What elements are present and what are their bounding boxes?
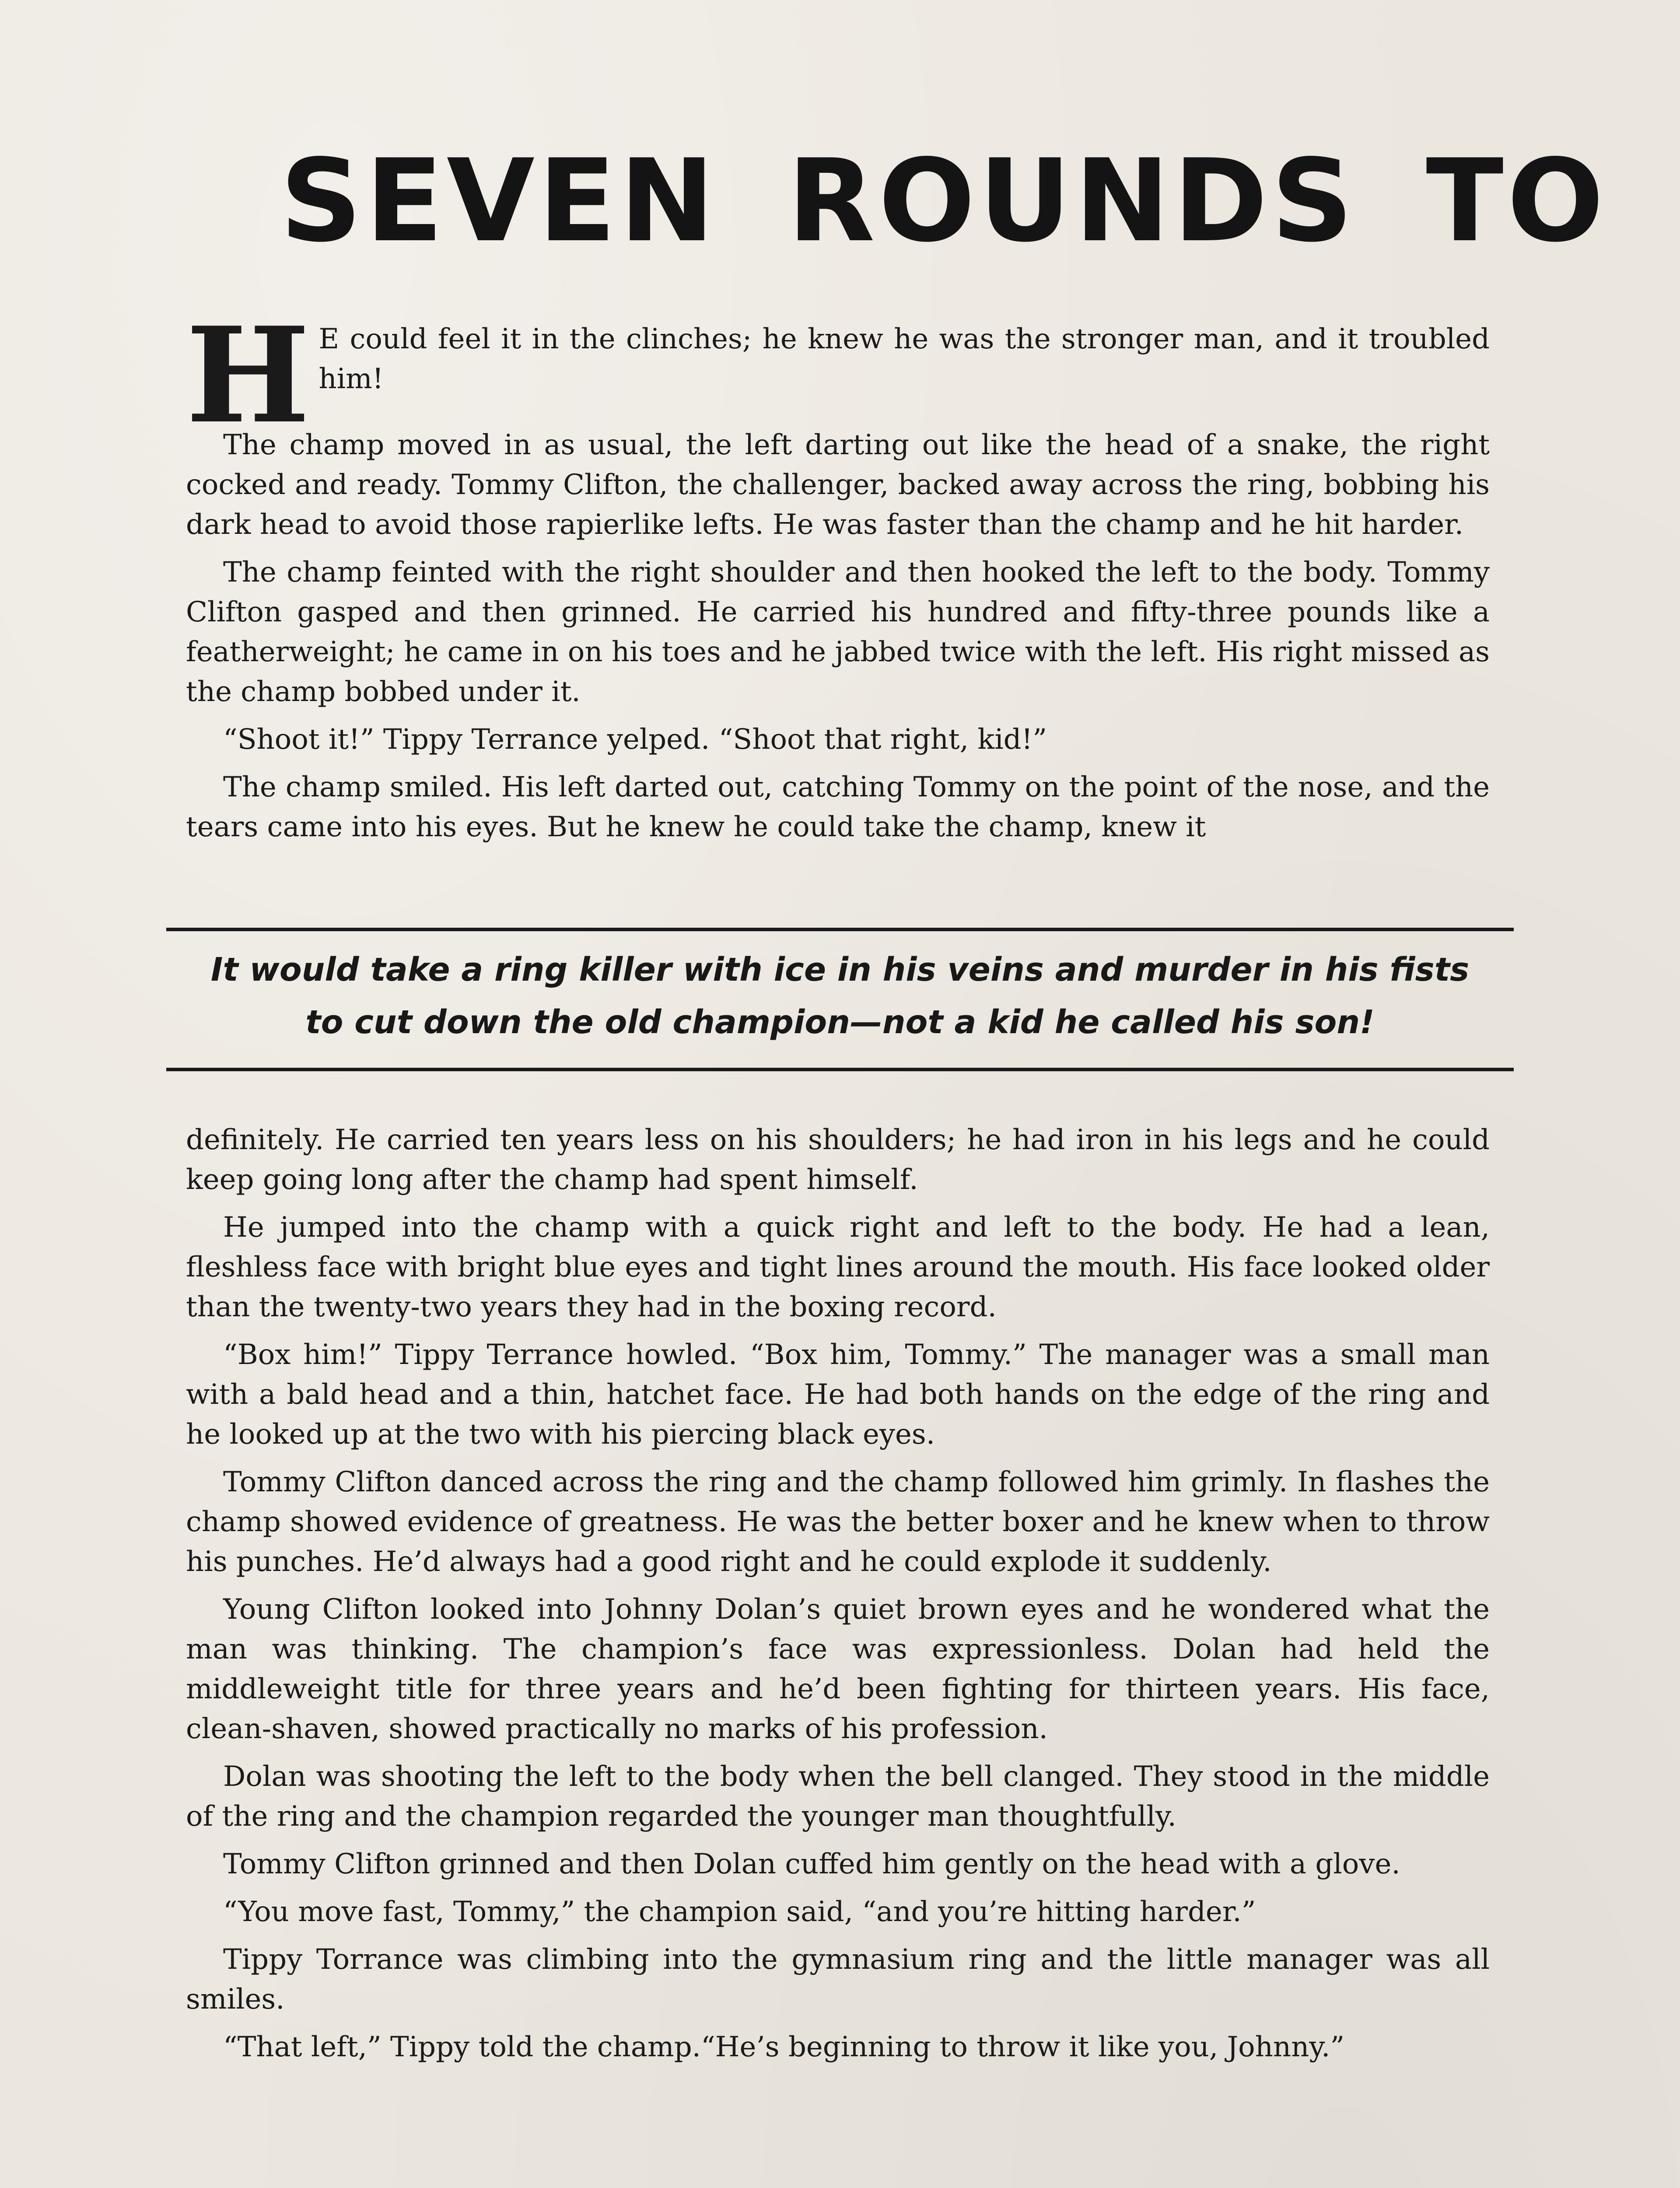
blurb-top-rule: [166, 928, 1514, 931]
story-title: SEVEN ROUNDS TO: [280, 135, 1607, 267]
lead-text: E could feel it in the clinches; he knew he was the stronger man, and it troubled him!: [318, 323, 1490, 395]
blurb-line-2: to cut down the old champion—not a kid he called his son!: [305, 1003, 1375, 1041]
story-paragraph: Dolan was shooting the left to the body when the bell clanged. They stood in the middle of the ring and the champion regarded the younger man thoughtfully.: [186, 1760, 1490, 1833]
story-paragraph: “Box him!” Tippy Terrance howled. “Box him, Tommy.” The manager was a small man with a bald head and a thin, hatchet face. He had both hands on the edge of the ring and he looked up at the two with his piercing black eyes.: [186, 1339, 1490, 1451]
story-paragraph: Tommy Clifton grinned and then Dolan cuffed him gently on the head with a glove.: [223, 1848, 1400, 1880]
story-column-top: [186, 298, 1490, 855]
story-paragraph: “That left,” Tippy told the champ.“He’s beginning to throw it like you, Johnny.”: [223, 2031, 1345, 2063]
story-paragraph: Tommy Clifton danced across the ring and the champ followed him grimly. In flashes the champ showed evidence of greatness. He was the better boxer and he knew when to throw his punches. He’d always had a good right and he could explode it suddenly.: [186, 1466, 1490, 1578]
continuation-paragraph: definitely. He carried ten years less on his shoulders; he had iron in his legs and he could keep going long after the champ had spent himself.: [186, 1124, 1490, 1196]
drop-cap: H: [186, 298, 310, 452]
blurb-line-1: It would take a ring killer with ice in his veins and murder in his fists: [210, 951, 1470, 989]
story-paragraph: The champ moved in as usual, the left darting out like the head of a snake, the right cocked and ready. Tommy Clifton, the challenger, backed away across the ring, bobbing his dark head to avoid those rapierlike lefts. He was faster than the champ and he hit harder.: [186, 429, 1490, 541]
lead-paragraph: [186, 298, 1490, 452]
story-paragraph: “You move fast, Tommy,” the champion said, “and you’re hitting harder.”: [223, 1896, 1256, 1928]
story-paragraph: “Shoot it!” Tippy Terrance yelped. “Shoot that right, kid!”: [223, 723, 1047, 756]
blurb-bottom-rule: [166, 1068, 1514, 1071]
story-paragraph: The champ feinted with the right shoulder and then hooked the left to the body. Tommy Clifton gasped and then grinned. He carried his hundred and fifty-three pounds like a featherweight; he came in on his toes and he jabbed twice with the left. His right missed as the champ bobbed under it.: [186, 556, 1490, 708]
story-paragraph: The champ smiled. His left darted out, catching Tommy on the point of the nose, and the tears came into his eyes. But he knew he could take the champ, knew it: [186, 771, 1490, 843]
story-column-bottom: [186, 1120, 1490, 2075]
story-paragraph: He jumped into the champ with a quick right and left to the body. He had a lean, fleshless face with bright blue eyes and tight lines around the mouth. His face looked older than the twenty-two years they had in the boxing record.: [186, 1211, 1490, 1323]
story-paragraph: Tippy Torrance was climbing into the gymnasium ring and the little manager was all smiles.: [186, 1943, 1490, 2016]
story-paragraph: Young Clifton looked into Johnny Dolan’s quiet brown eyes and he wondered what the man was thinking. The champion’s face was expressionless. Dolan had held the middleweight title for three years and he’d been fighting for thirteen years. His face, clean-shaven, showed practically no marks of his profession.: [186, 1593, 1490, 1745]
